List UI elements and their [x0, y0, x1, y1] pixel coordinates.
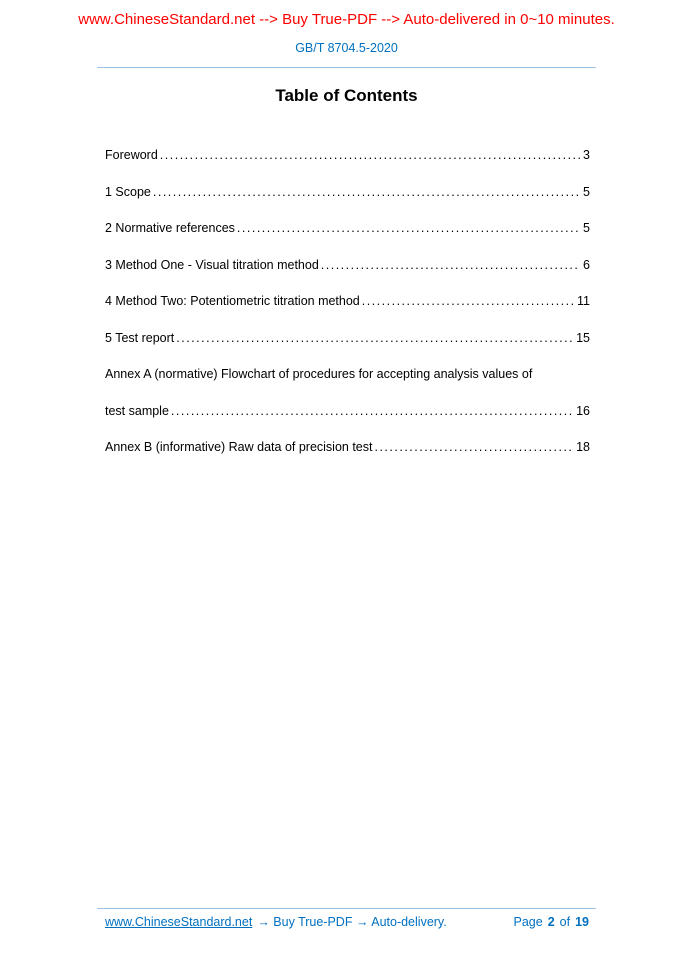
toc-page-number: 18 [576, 440, 590, 454]
toc-page-number: 5 [583, 221, 590, 235]
toc-title: Table of Contents [275, 86, 418, 105]
page-word: Page [513, 915, 543, 929]
toc-entry [105, 147, 590, 163]
toc-entry-label: Annex B (informative) Raw data of precision test [105, 440, 373, 454]
toc-dot-leader [171, 403, 573, 419]
page-footer [105, 915, 589, 929]
toc-entry [105, 330, 590, 346]
toc-entry-label: 2 Normative references [105, 221, 235, 235]
page-indicator [514, 915, 590, 929]
toc-page-number: 6 [583, 257, 590, 272]
toc-entry [105, 220, 590, 236]
toc-dot-leader [153, 184, 580, 200]
toc-dot-leader [160, 147, 580, 163]
toc-entry-label: test sample [105, 403, 169, 418]
toc-dot-leader [176, 330, 573, 346]
toc-entry-wrapped-line1 [105, 366, 590, 382]
toc-entry-label: Foreword [105, 148, 158, 162]
toc-dot-leader [321, 257, 580, 273]
toc-entry [105, 293, 590, 309]
promo-banner: www.ChineseStandard.net --> Buy True-PDF --> Auto-delivered in 0~10 minutes. [78, 11, 615, 28]
page-total: 19 [575, 915, 589, 929]
toc-dot-leader [374, 439, 573, 455]
toc-entry [105, 257, 590, 273]
footer-divider [97, 908, 596, 909]
toc-entry-label: Annex A (normative) Flowchart of procedures for accepting analysis values of [105, 367, 533, 381]
toc-page-number: 5 [583, 184, 590, 199]
toc-entry-label: 5 Test report [105, 330, 175, 345]
toc-entry-label: 4 Method Two: Potentiometric titration method [105, 294, 360, 308]
toc-page-number: 3 [583, 148, 590, 162]
toc-dot-leader [237, 220, 580, 236]
page-of-word: of [559, 915, 571, 929]
footer-tagline: → Buy True-PDF → Auto-delivery. [257, 915, 447, 929]
toc-page-number: 11 [577, 294, 590, 308]
header-divider [97, 67, 596, 68]
toc-entry-label: 1 Scope [105, 184, 151, 199]
toc-entry [105, 184, 590, 200]
toc-page-number: 15 [576, 330, 590, 345]
footer-links [105, 915, 447, 929]
toc-entry-label: 3 Method One - Visual titration method [105, 257, 319, 272]
toc-dot-leader [362, 293, 574, 309]
standard-code: GB/T 8704.5-2020 [295, 41, 398, 55]
page-current: 2 [547, 915, 555, 929]
toc-entry-wrapped-line2 [105, 403, 590, 419]
toc-page-number: 16 [576, 403, 590, 418]
toc-entry [105, 439, 590, 455]
footer-site-link[interactable]: www.ChineseStandard.net [105, 915, 253, 929]
table-of-contents [105, 147, 590, 476]
